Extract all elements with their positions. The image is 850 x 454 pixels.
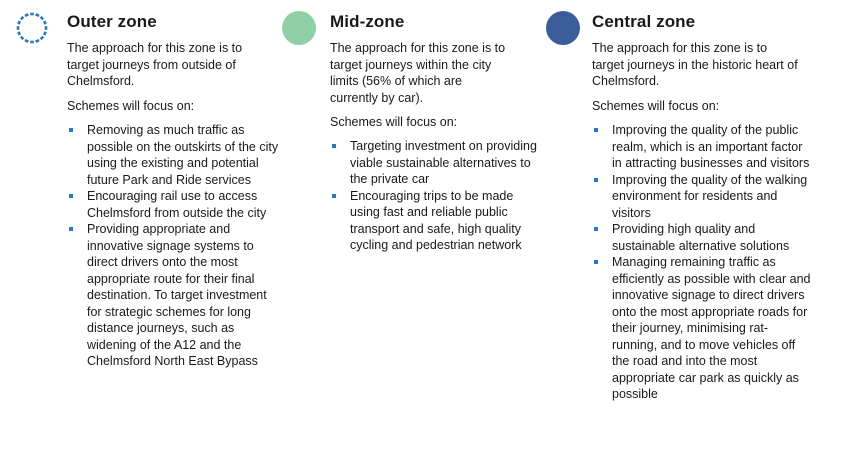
list-item-text: Encouraging trips to be made using fast and reliable public transport and safe, high quality cycling and pedestrian network xyxy=(350,188,522,252)
list-item xyxy=(67,188,282,221)
zone-title: Mid-zone xyxy=(330,12,405,31)
list-item-text: Providing high quality and sustainable alternative solutions xyxy=(612,222,790,253)
list-item-text: Targeting investment on providing viable sustainable alternatives to the private car xyxy=(350,139,537,186)
zone-intro: The approach for this zone is to target journeys within the city limits (56% of which are currently by car). xyxy=(330,41,506,105)
zone-lead: Schemes will focus on: xyxy=(330,115,458,129)
bullet-icon xyxy=(594,178,598,182)
list-item-text: Improving the quality of the walking environment for residents and visitors xyxy=(612,172,808,220)
list-item xyxy=(592,172,812,222)
zone-intro: The approach for this zone is to target journeys in the historic heart of Chelmsford. xyxy=(592,41,798,88)
list-item xyxy=(67,122,282,188)
list-item xyxy=(67,221,282,370)
bullet-icon xyxy=(594,227,598,231)
bullet-icon xyxy=(69,227,73,231)
zone-lead: Schemes will focus on: xyxy=(67,99,195,113)
light-green-circle-icon xyxy=(281,10,317,46)
dark-blue-circle-icon xyxy=(545,10,581,46)
bullet-icon xyxy=(332,144,336,148)
list-item xyxy=(592,221,812,254)
zone-title: Central zone xyxy=(592,12,696,31)
list-item-text: Improving the quality of the public realm, which is an important factor in attracting businesses and visitors xyxy=(612,123,810,170)
list-item xyxy=(592,122,812,172)
list-item-text: Encouraging rail use to access Chelmsford from outside the city xyxy=(87,189,267,220)
list-item xyxy=(592,254,812,403)
zone-lead: Schemes will focus on: xyxy=(592,99,720,113)
bullet-icon xyxy=(332,194,336,198)
bullet-icon xyxy=(594,260,598,264)
dotted-ring-icon xyxy=(14,10,50,46)
zone-intro: The approach for this zone is to target journeys from outside of Chelmsford. xyxy=(67,41,243,88)
scheme-list xyxy=(67,122,282,370)
bullet-icon xyxy=(594,128,598,132)
list-item-text: Managing remaining traffic as efficiently as possible with clear and innovative signage to direct drivers onto the most appropriate roads for their journey, minimising rat-running, and to move vehicles off the road and into the most appropriate car park as quickly as possible xyxy=(612,255,811,401)
scheme-list xyxy=(592,122,812,403)
list-item-text: Removing as much traffic as possible on the outskirts of the city using the existing and potential future Park and Ride services xyxy=(87,123,279,187)
zone-title: Outer zone xyxy=(67,12,157,31)
bullet-icon xyxy=(69,194,73,198)
list-item xyxy=(330,188,545,254)
scheme-list xyxy=(330,138,545,254)
list-item-text: Providing appropriate and innovative signage systems to direct drivers onto the most appropriate route for their final destination. To target investment for strategic schemes for long distance journeys, such as widening of the A12 and the Chelmsford North East Bypass xyxy=(87,222,267,368)
list-item xyxy=(330,138,545,188)
bullet-icon xyxy=(69,128,73,132)
